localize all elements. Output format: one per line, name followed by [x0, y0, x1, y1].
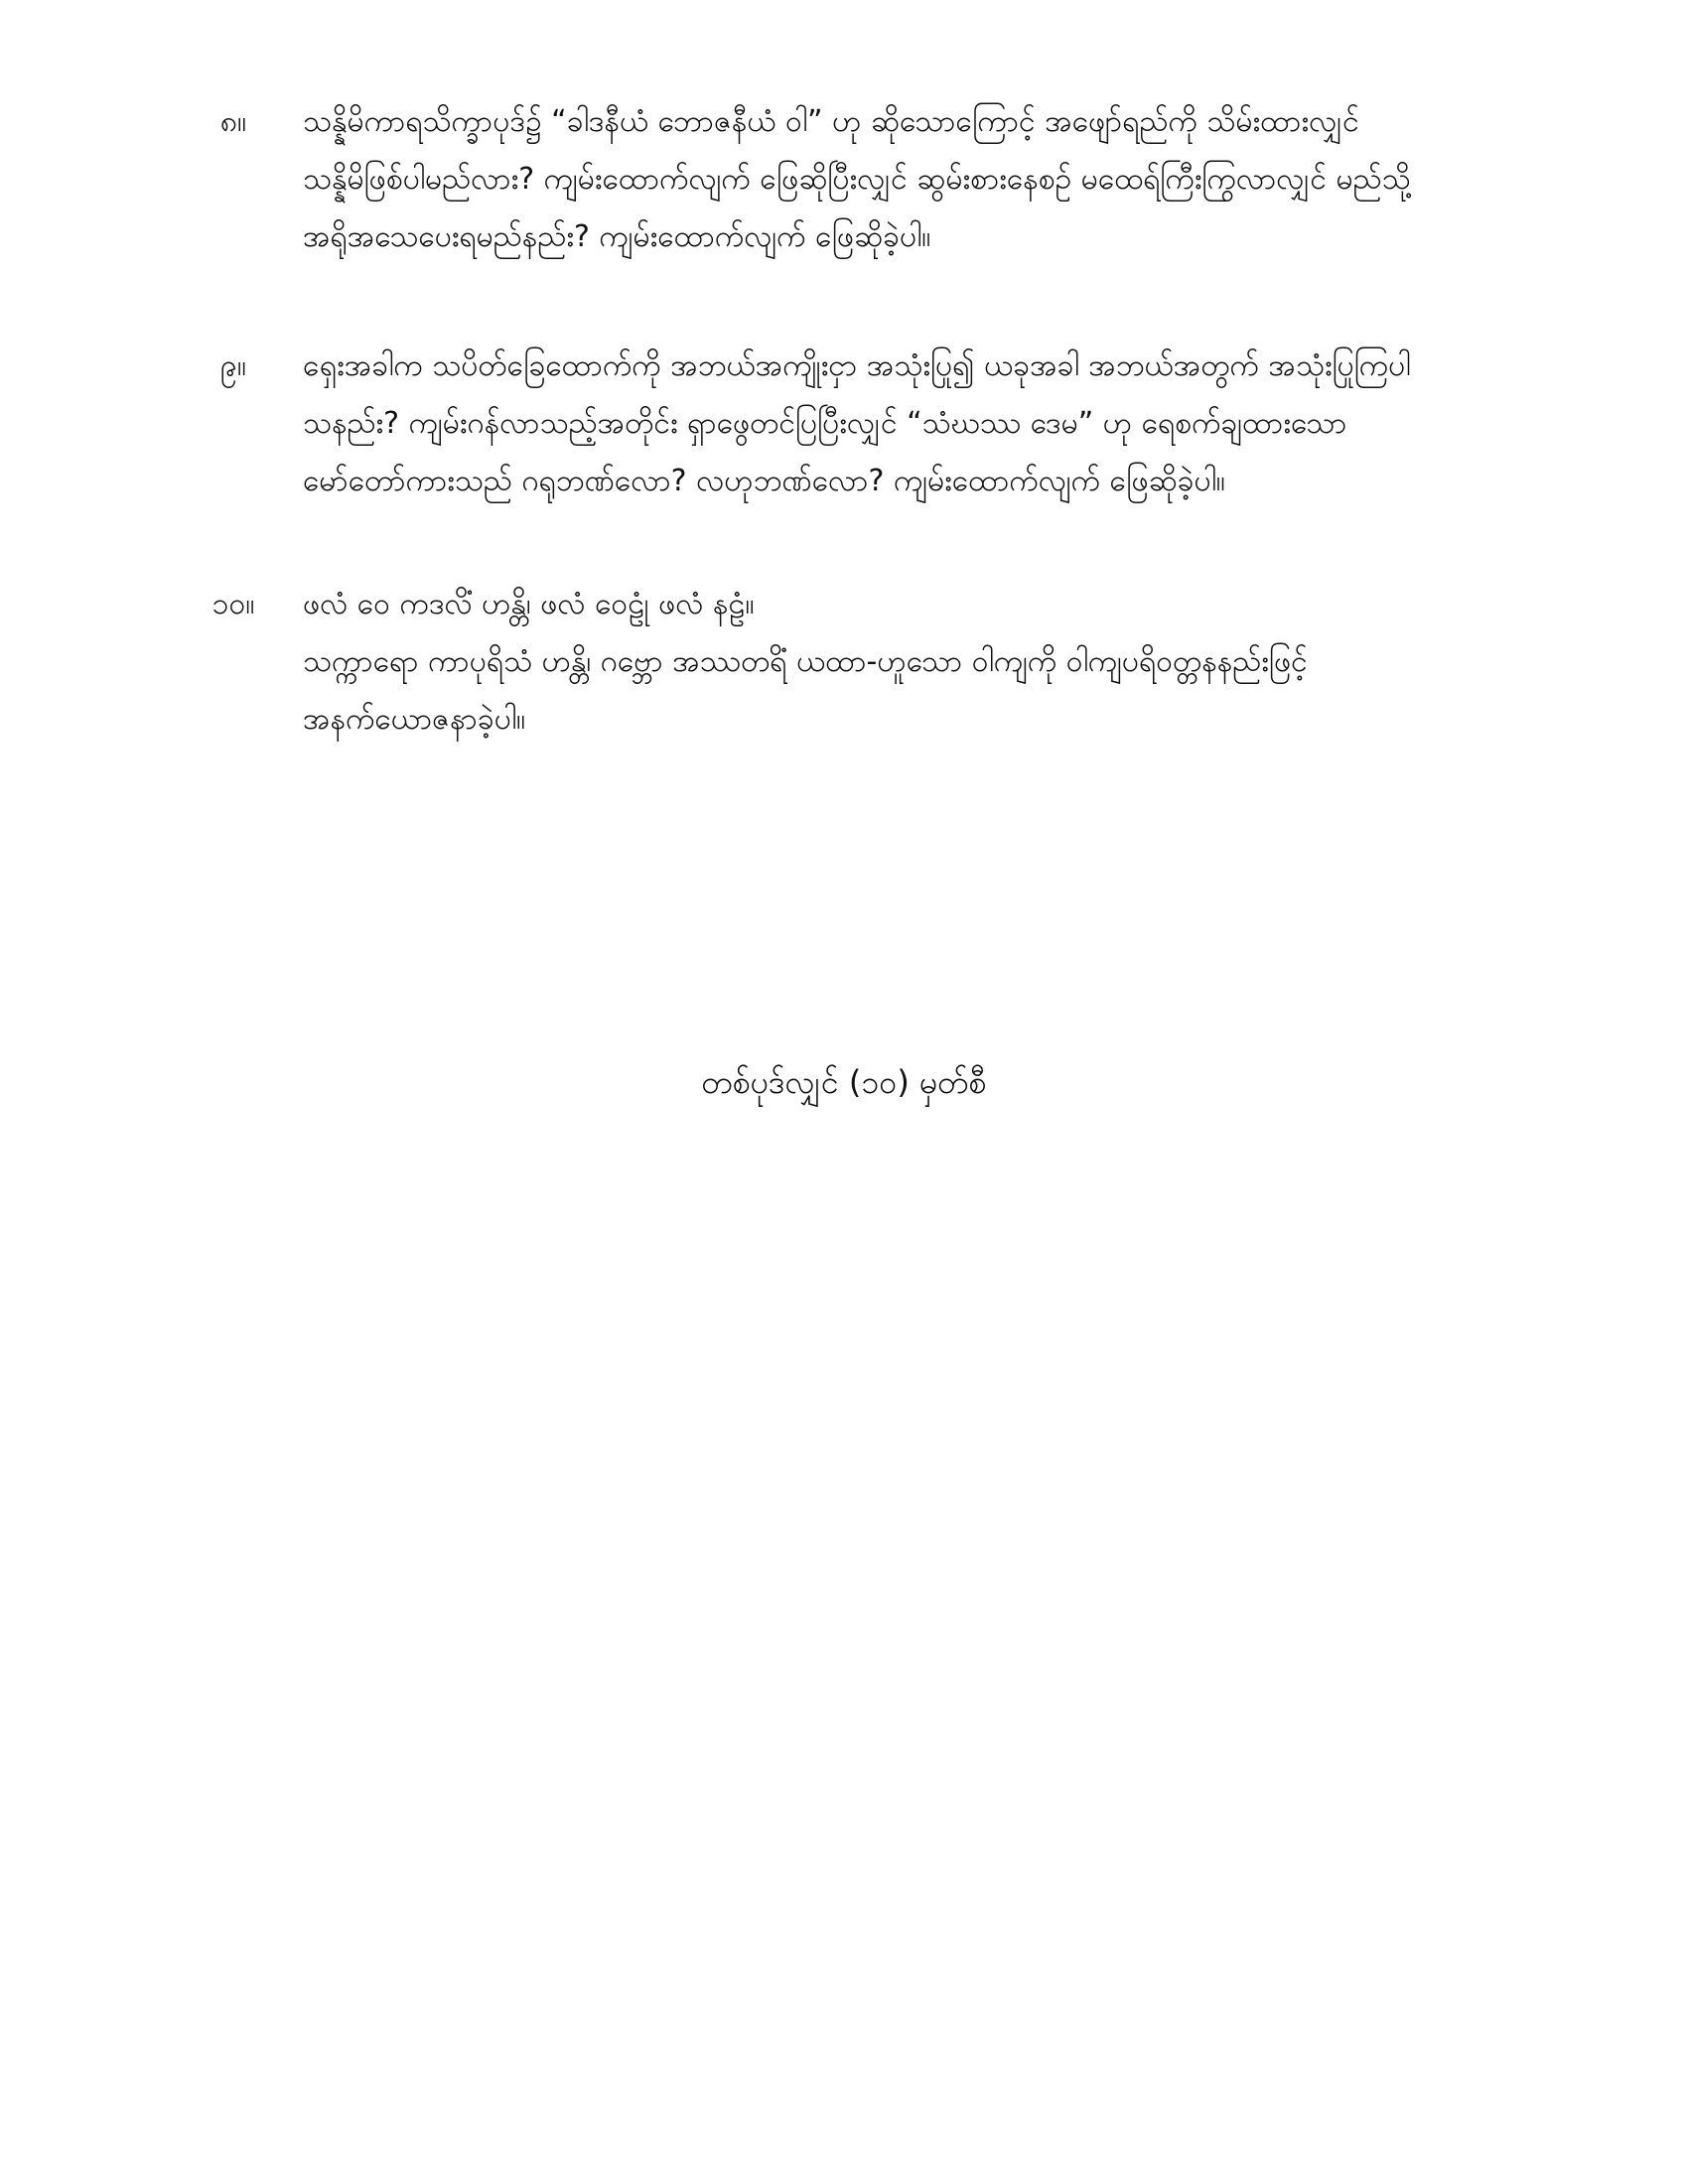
question-text: [303, 93, 1519, 266]
question-line: သက္ကာရော ကာပုရိသံ ဟန္တိ၊ ဂဗ္ဘော အဿတရိံ ယထာ-ဟူသော ဝါကျကို ဝါကျပရိဝတ္တနနည်းဖြင့်: [303, 644, 1308, 679]
question-line: အရိုအသေပေးရမည်နည်း? ကျမ်းထောက်လျက် ဖြေဆိုခဲ့ပါ။: [303, 219, 931, 254]
question-line: မော်တော်ကားသည် ဂရုဘဏ်လော? လဟုဘဏ်လော? ကျမ်းထောက်လျက် ဖြေဆိုခဲ့ပါ။: [303, 464, 1225, 498]
question-line: သနည်း? ကျမ်းဂန်လာသည့်အတိုင်း ရှာဖွေတင်ပြပြီးလျှင် “သံဃဿ ဒေမ” ဟု ရေစက်ချထားသော: [303, 406, 1347, 441]
question-line: သန္နိမိကာရသိက္ခာပုဒ်၌ “ခါဒနီယံ ဘောဇနီယံ ဝါ” ဟု ဆိုသောကြောင့် အဖျော်ရည်ကို သိမ်းထားလျှင်: [303, 104, 1359, 139]
question-number: ၈။: [219, 104, 247, 139]
question-number: ၉။: [220, 348, 246, 383]
question-text: [303, 576, 1519, 749]
question-line: ရှေးအခါက သပိတ်ခြေထောက်ကို အဘယ်အကျိုးငှာ အသုံးပြု၍ ယခုအခါ အဘယ်အတွက် အသုံးပြုကြပါ: [303, 348, 1411, 383]
question-line: ဖလံ ဝေ ကဒလိံ ဟန္တိ၊ ဖလံ ဝေဠုံ ဖလံ နဠံ။: [303, 587, 755, 621]
question-line: သန္နိမိဖြစ်ပါမည်လား? ကျမ်းထောက်လျက် ဖြေဆိုပြီးလျှင် ဆွမ်းစားနေစဉ် မထေရ်ကြီးကြွလာလျှင် မည်သို့: [303, 162, 1411, 197]
marks-note: တစ်ပုဒ်လျှင် (၁၀) မှတ်စီ: [701, 1063, 987, 1101]
question-text: [303, 338, 1519, 510]
question-number: ၁၀။: [211, 587, 255, 621]
question-line: အနက်ယောဇနာခဲ့ပါ။: [303, 702, 526, 737]
